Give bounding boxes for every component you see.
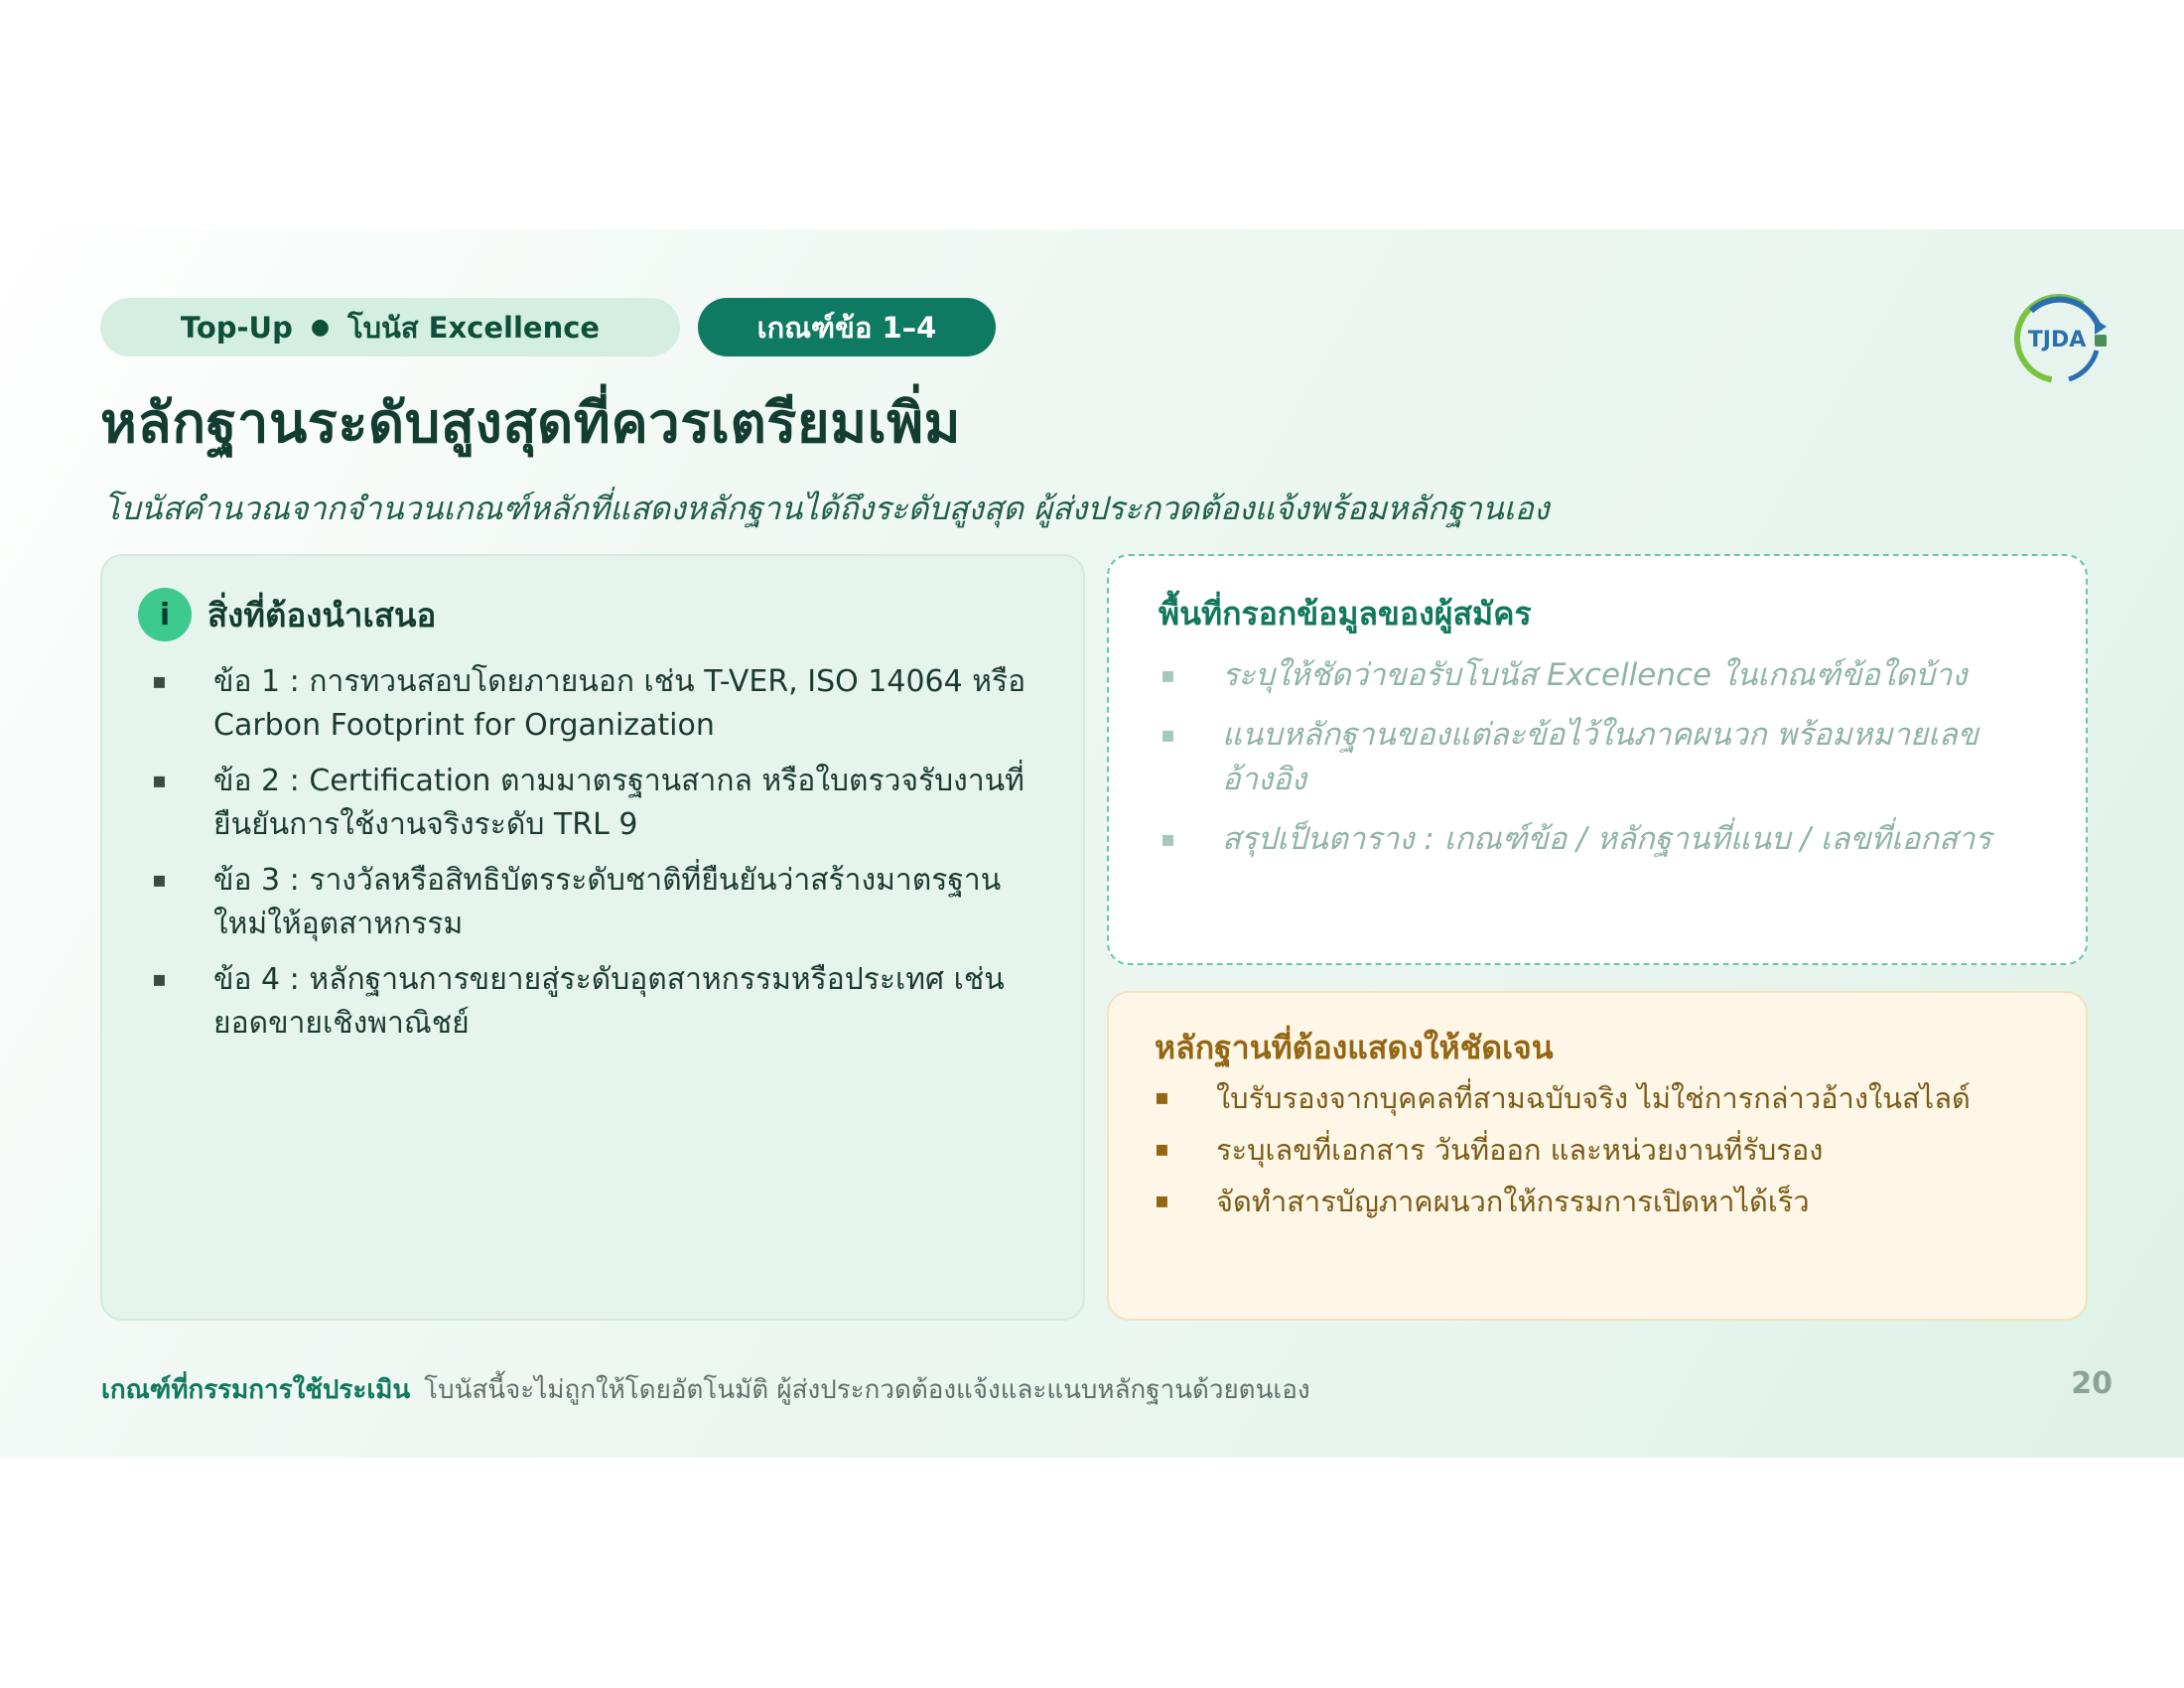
evidence-heading: หลักฐานที่ต้องแสดงให้ชัดเจน xyxy=(1155,1029,1554,1066)
bullet-icon: ▪ xyxy=(152,868,167,893)
bullet-icon: ▪ xyxy=(1160,723,1175,748)
page-number: 20 xyxy=(2071,1366,2113,1401)
tjda-logo xyxy=(2009,289,2113,388)
presentation-heading xyxy=(138,588,436,641)
presentation-list xyxy=(152,660,1045,1057)
footer-note xyxy=(101,1369,1310,1410)
footer-text: โบนัสนี้จะไม่ถูกให้โดยอัตโนมัติ ผู้ส่งประกวดต้องแจ้งและแนบหลักฐานด้วยตนเอง xyxy=(424,1375,1310,1405)
list-item xyxy=(1160,713,2034,802)
page-subtitle: โบนัสคำนวณจากจำนวนเกณฑ์หลักที่แสดงหลักฐานได้ถึงระดับสูงสุด ผู้ส่งประกวดต้องแจ้งพร้อมหลักฐานเอง xyxy=(103,490,1550,527)
list-item xyxy=(152,660,1045,748)
list-item xyxy=(1155,1130,2048,1170)
bullet-icon: ▪ xyxy=(152,669,167,694)
applicant-input-list xyxy=(1160,653,2034,877)
tag-topup: Top-Up xyxy=(180,310,293,345)
bullet-icon: ▪ xyxy=(1155,1189,1169,1213)
bullet-icon: ▪ xyxy=(1160,827,1175,852)
presentation-heading-text: สิ่งที่ต้องนำเสนอ xyxy=(207,595,437,634)
bullet-icon: ▪ xyxy=(1155,1137,1169,1162)
list-item-text: ข้อ 1 : การทวนสอบโดยภายนอก เช่น T-VER, ISO 14064 หรือ Carbon Footprint for Organization xyxy=(213,664,1026,743)
list-item xyxy=(1160,653,2034,698)
footer-label: เกณฑ์ที่กรรมการใช้ประเมิน xyxy=(101,1375,411,1405)
list-item-text: จัดทำสารบัญภาคผนวกให้กรรมการเปิดหาได้เร็ว xyxy=(1216,1185,1810,1218)
list-item-text: ข้อ 2 : Certification ตามมาตรฐานสากล หรือใบตรวจรับงานที่ยืนยันการใช้งานจริงระดับ TRL 9 xyxy=(213,764,1024,842)
bullet-icon: ▪ xyxy=(1160,663,1175,688)
list-item-text: ใบรับรองจากบุคคลที่สามฉบับจริง ไม่ใช่การกล่าวอ้างในสไลด์ xyxy=(1216,1081,1971,1115)
list-item-text: ข้อ 4 : หลักฐานการขยายสู่ระดับอุตสาหกรรมหรือประเทศ เช่น ยอดขายเชิงพาณิชย์ xyxy=(213,962,1005,1041)
applicant-input-heading: พื้นที่กรอกข้อมูลของผู้สมัคร xyxy=(1159,595,1532,633)
info-icon: i xyxy=(138,588,192,641)
tag-bonus: โบนัส Excellence xyxy=(347,310,601,345)
list-item xyxy=(152,760,1045,847)
tag-separator: ● xyxy=(310,315,331,340)
slide xyxy=(0,229,2184,1458)
bullet-icon: ▪ xyxy=(152,769,167,793)
list-item-text: แนบหลักฐานของแต่ละข้อไว้ในภาคผนวก พร้อมหมายเลขอ้างอิง xyxy=(1222,717,1979,797)
list-item-text: ระบุเลขที่เอกสาร วันที่ออก และหน่วยงานที่รับรอง xyxy=(1216,1133,1824,1167)
list-item-text: ข้อ 3 : รางวัลหรือสิทธิบัตรระดับชาติที่ยืนยันว่าสร้างมาตรฐานใหม่ให้อุตสาหกรรม xyxy=(213,863,1002,941)
criteria-tag: เกณฑ์ข้อ 1–4 xyxy=(698,298,996,356)
evidence-card xyxy=(1107,991,2088,1321)
list-item xyxy=(1155,1182,2048,1221)
logo-text: TJDA xyxy=(2027,328,2087,352)
page-title: หลักฐานระดับสูงสุดที่ควรเตรียมเพิ่ม xyxy=(100,391,962,456)
list-item xyxy=(152,958,1045,1046)
evidence-list xyxy=(1155,1078,2048,1233)
list-item xyxy=(1160,817,2034,862)
list-item-text: ระบุให้ชัดว่าขอรับโบนัส Excellence ในเกณฑ์ข้อใดบ้าง xyxy=(1222,657,1968,693)
presentation-card xyxy=(100,554,1085,1321)
section-tag xyxy=(100,298,680,356)
applicant-input-card[interactable] xyxy=(1107,554,2088,965)
bullet-icon: ▪ xyxy=(1155,1085,1169,1110)
bullet-icon: ▪ xyxy=(152,967,167,992)
list-item xyxy=(152,859,1045,946)
list-item-text: สรุปเป็นตาราง : เกณฑ์ข้อ / หลักฐานที่แนบ / เลขที่เอกสาร xyxy=(1222,821,1991,857)
list-item xyxy=(1155,1078,2048,1118)
